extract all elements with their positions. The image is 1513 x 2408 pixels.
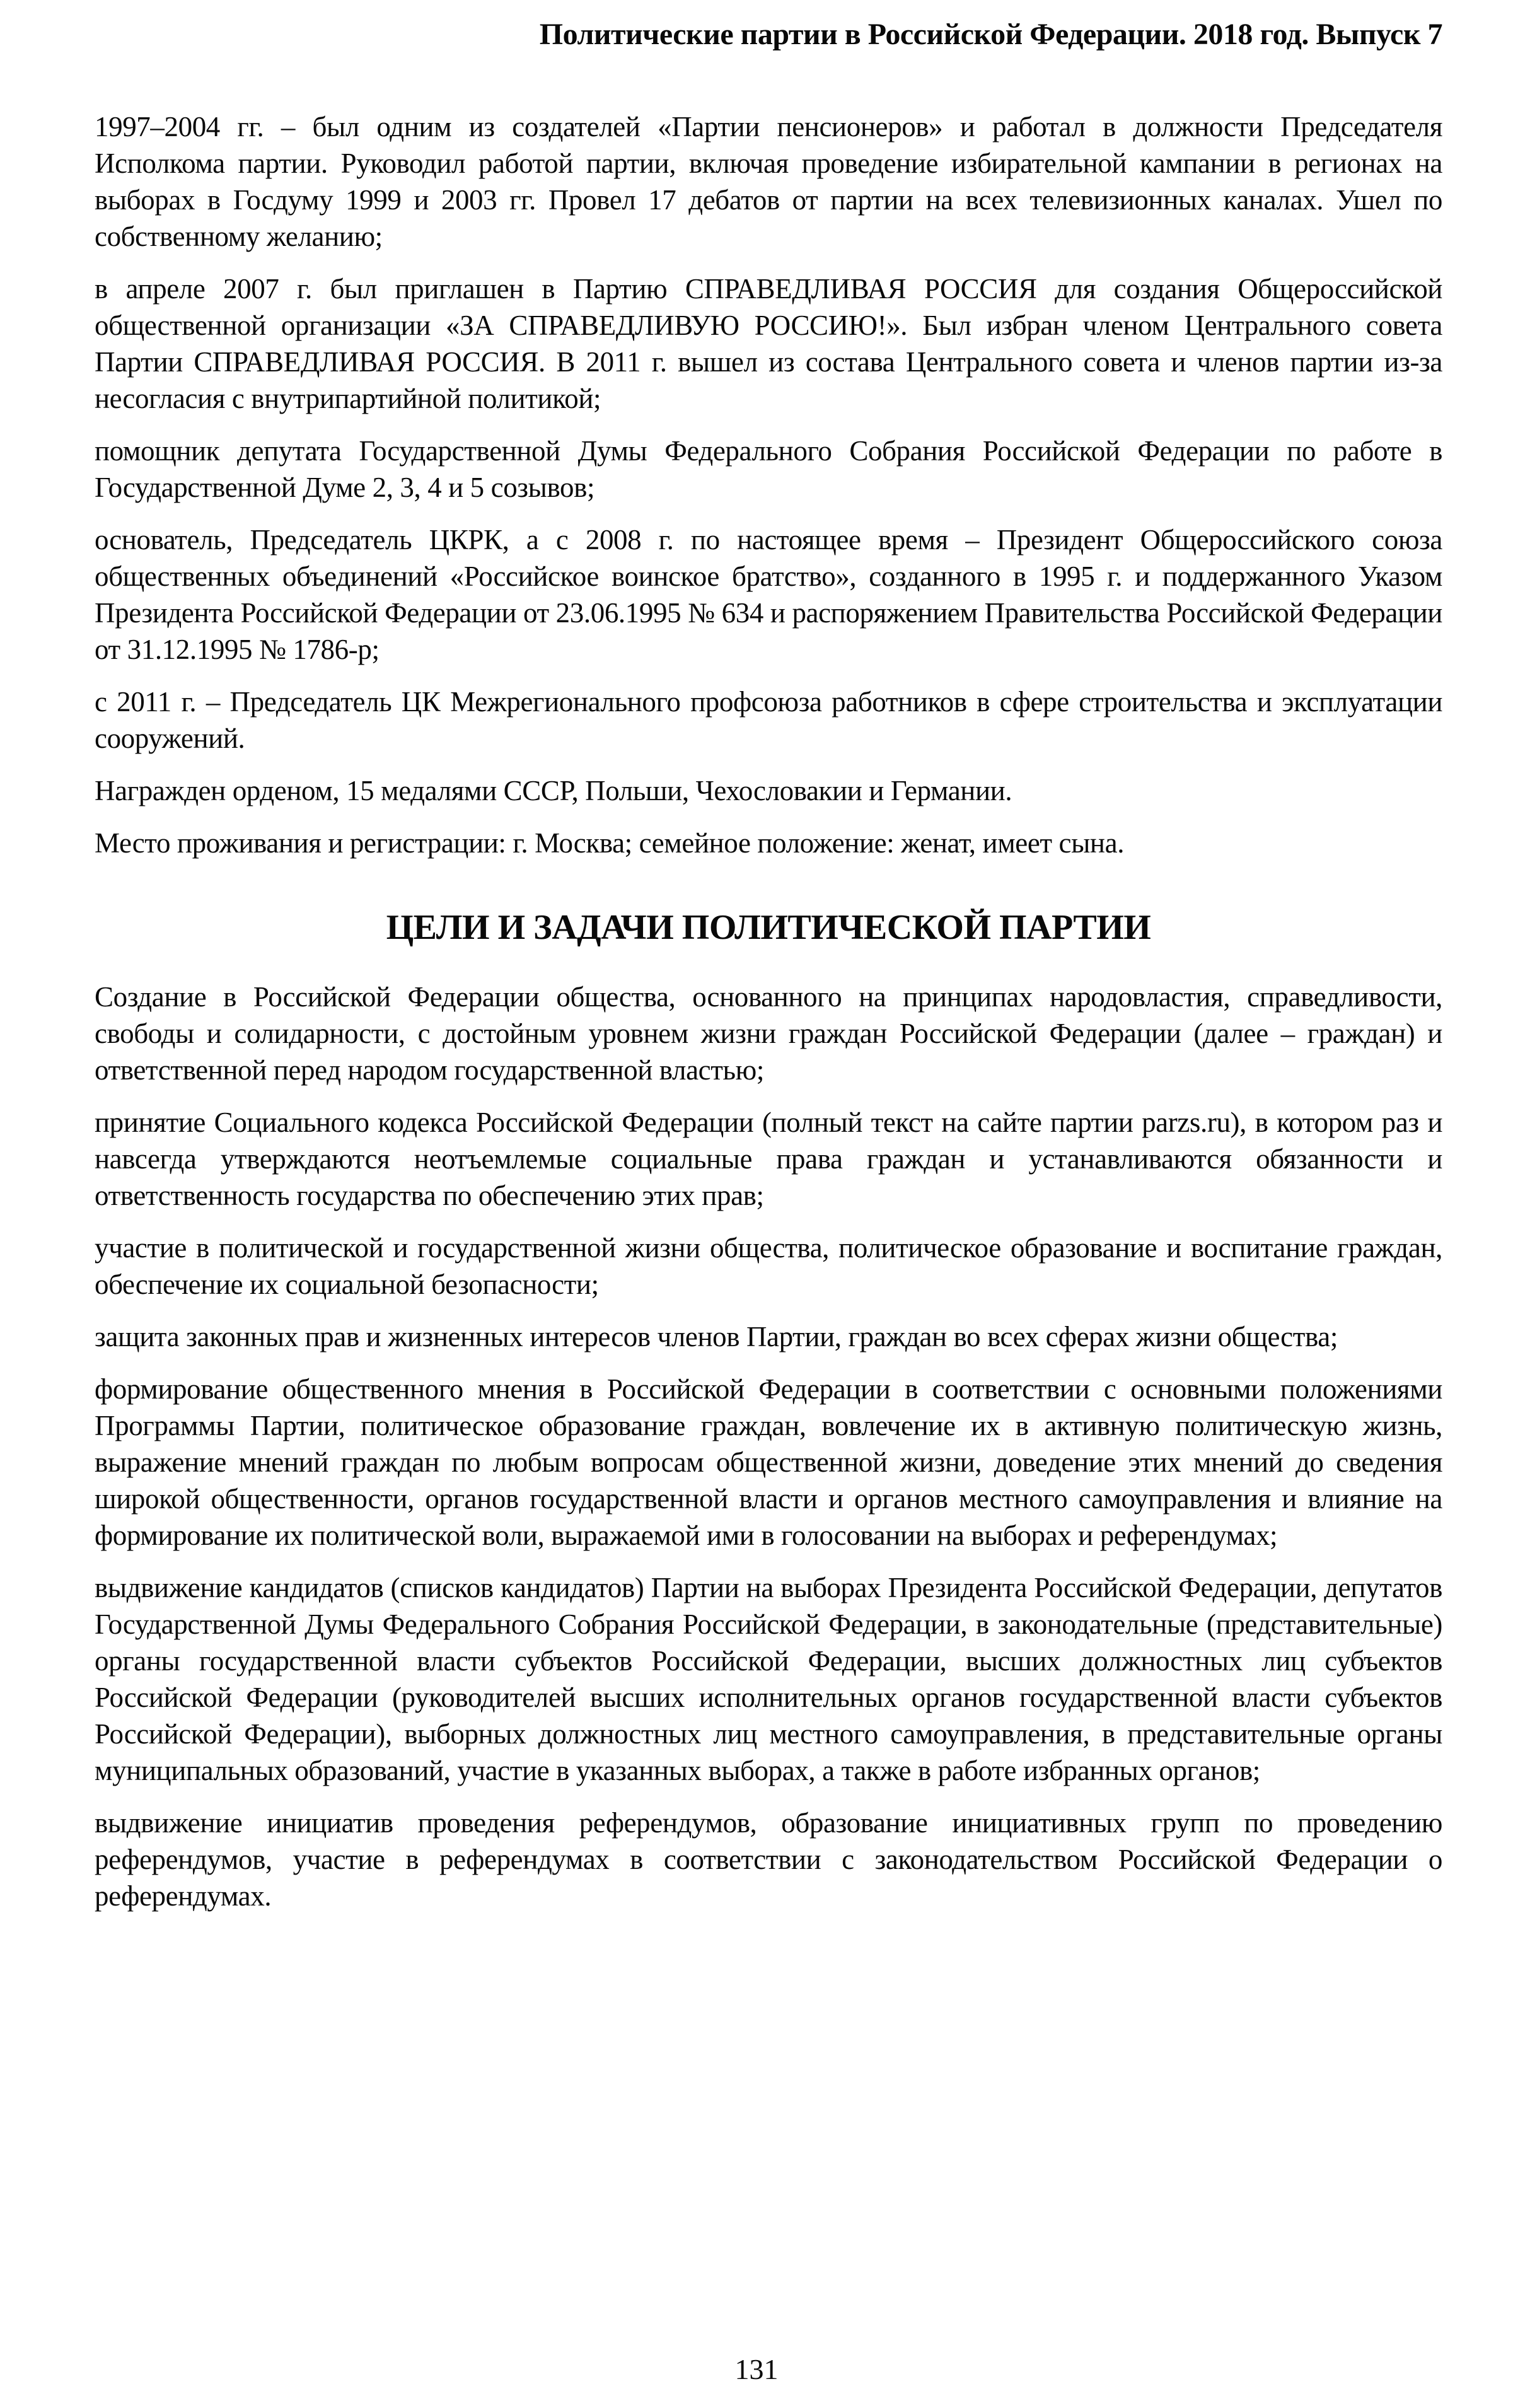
biography-paragraph: в апреле 2007 г. был приглашен в Партию СПРАВЕДЛИВАЯ РОССИЯ для создания Общероссийской общественной организации «ЗА СПРАВЕДЛИВУЮ РОССИЮ!». Был избран членом Центрального совета Партии СПРАВЕДЛИВАЯ РОССИЯ. В 2011 г. вышел из состава Центрального совета и членов партии из-за несогласия с внутрипартийной политикой; <box>95 273 1442 414</box>
goals-paragraph: участие в политической и государственной жизни общества, политическое образование и воспитание граждан, обеспечение их социальной безопасности; <box>95 1232 1442 1300</box>
page-number: 131 <box>734 2353 779 2385</box>
running-header: Политические партии в Российской Федерации. 2018 год. Выпуск 7 <box>539 18 1442 51</box>
biography-paragraph: Награжден орденом, 15 медалями СССР, Польши, Чехословакии и Германии. <box>95 775 1012 806</box>
biography-paragraph: с 2011 г. – Председатель ЦК Межрегионального профсоюза работников в сфере строительства и эксплуатации сооружений. <box>95 686 1442 754</box>
goals-paragraph: принятие Социального кодекса Российской Федерации (полный текст на сайте партии parzs.ru), в котором раз и навсегда утверждаются неотъемлемые социальные права граждан и устанавливаются обязанности и ответственность государства по обеспечению этих прав; <box>95 1107 1442 1211</box>
goals-paragraph: формирование общественного мнения в Российской Федерации в соответствии с основными положениями Программы Партии, политическое образование граждан, вовлечение их в активную политическую жизнь, выражение мнений граждан по любым вопросам общественной жизни, доведение этих мнений до сведения широкой общественности, органов государственной власти и органов местного самоуправления и влияние на формирование их политической воли, выражаемой ими в голосовании на выборах и референдумах; <box>95 1373 1442 1551</box>
goals-paragraph: выдвижение кандидатов (списков кандидатов) Партии на выборах Президента Российской Федерации, депутатов Государственной Думы Федерального Собрания Российской Федерации, в законодательные (представительные) органы государственной власти субъектов Российской Федерации, высших должностных лиц субъектов Российской Федерации (руководителей высших исполнительных органов государственной власти субъектов Российской Федерации), выборных должностных лиц местного самоуправления, в представительные органы муниципальных образований, участие в указанных выборах, а также в работе избранных органов; <box>95 1572 1442 1786</box>
goals-paragraph: защита законных прав и жизненных интересов членов Партии, граждан во всех сферах жизни общества; <box>95 1321 1338 1352</box>
biography-paragraph: Место проживания и регистрации: г. Москва; семейное положение: женат, имеет сына. <box>95 827 1125 859</box>
page-content <box>95 108 1442 1914</box>
biography-paragraph: 1997–2004 гг. – был одним из создателей «Партии пенсионеров» и работал в должности Председателя Исполкома партии. Руководил работой партии, включая проведение избирательной кампании в регионах на выборах в Госдуму 1999 и 2003 гг. Провел 17 дебатов от партии на всех телевизионных каналах. Ушел по собственному желанию; <box>95 111 1442 252</box>
goals-paragraph: Создание в Российской Федерации общества, основанного на принципах народовластия, справедливости, свободы и солидарности, с достойным уровнем жизни граждан Российской Федерации (далее – граждан) и ответственной перед народом государственной властью; <box>95 981 1442 1086</box>
goals-paragraph: выдвижение инициатив проведения референдумов, образование инициативных групп по проведению референдумов, участие в референдумах в соответствии с законодательством Российской Федерации о референдумах. <box>95 1807 1442 1912</box>
biography-paragraph: основатель, Председатель ЦКРК, а с 2008 г. по настоящее время – Президент Общероссийского союза общественных объединений «Российское воинское братство», созданного в 1995 г. и поддержанного Указом Президента Российской Федерации от 23.06.1995 № 634 и распоряжением Правительства Российской Федерации от 31.12.1995 № 1786-р; <box>95 524 1442 665</box>
biography-paragraph: помощник депутата Государственной Думы Федерального Собрания Российской Федерации по работе в Государственной Думе 2, 3, 4 и 5 созывов; <box>95 435 1442 503</box>
section-heading: ЦЕЛИ И ЗАДАЧИ ПОЛИТИЧЕСКОЙ ПАРТИИ <box>386 908 1151 947</box>
